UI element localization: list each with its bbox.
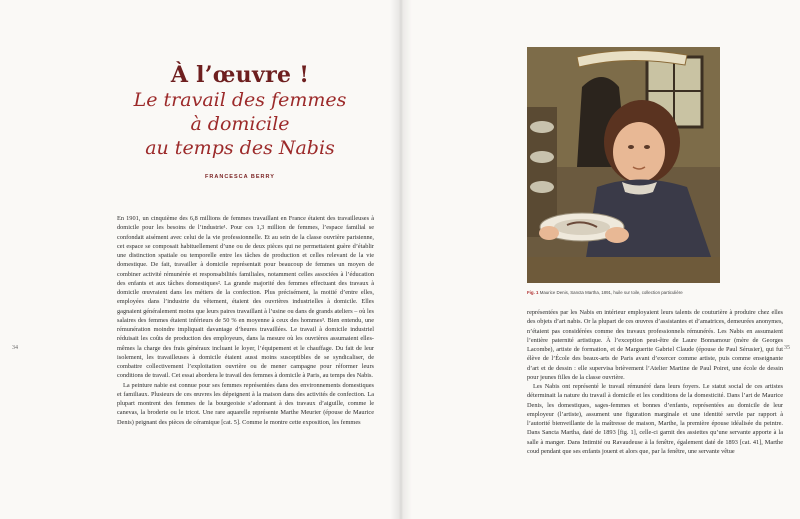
article-body-right	[527, 308, 783, 456]
figure-caption	[527, 290, 727, 295]
page-number-right: 35	[784, 345, 790, 351]
body-paragraph: En 1901, un cinquième des 6,8 millions de femmes travaillant en France étaient des travailleuses à domicile pour les besoins de l’industrie¹. Pour ces 1,3 million de femmes, l’espace familial se confondait aisément avec celui de la vie professionnelle. Et au sein de la classe ouvrière parisienne, cet espace se composait habituellement d’une ou de deux pièces qui ne permettaient guère d’établir une distinction spatiale ou temporelle entre les tâches de production et celles relevant de la vie domestique. De fait, travailler à domicile représentait pour beaucoup de femmes un moyen de combiner activité rémunérée et responsabilités familiales, notamment celles associées à l’éducation des enfants et aux tâches domestiques². La grande majorité des femmes effectuant des travaux à domicile œuvraient dans les métiers de la confection. Plus précisément, la moitié d’entre elles, employées dans l’industrie du vêtement, étaient des ouvrières industrielles à domicile. Elles gagnaient généralement moins que leurs paires travaillant à l’usine ou dans de grands ateliers – où les salaires des femmes étaient inférieurs de 50 % en moyenne à ceux des hommes³. Bien entendu, une rémunération moindre impliquait davantage d’heures travaillées. Le travail à domicile industriel réduisait les coûts de production des employeurs, dans la mesure où les ouvrières assumaient elles-mêmes la charge des frais généraux incluant le loyer, l’équipement et le chauffage. Du fait de leur isolement, les travailleuses à domicile étaient aussi moins susceptibles de se syndicaliser, de combattre collectivement l’exploitation ouvrière ou de mener campagne pour réformer leurs conditions de travail. Cet essai abordera le travail des femmes à domicile à Paris, au temps des Nabis.	[117, 215, 374, 380]
article-title-block	[110, 62, 370, 180]
figure-number: Fig. 1	[527, 290, 539, 295]
body-paragraph: Les Nabis ont représenté le travail rémunéré dans leurs foyers. Le statut social de ces artistes déterminait la nature du travail à domicile et les conditions de la domesticité. Dans l’art de Maurice Denis, les domestiques, sages-femmes et bonnes d’enfants, représentées au domicile de leur employeur (l’artiste), assument une figuration marginale et une identité servile par rapport à l’autorité bienveillante de la maîtresse de maison, Marthe, la première épouse idéalisée du peintre. Dans Sancta Martha, daté de 1893 [fig. 1], celle-ci garnit des assiettes qu’une servante apporte à la salle à manger. Dans Intimité ou Ravaudeuse à la fenêtre, également daté de 1893 [cat. 41], Marthe coud pendant que ses enfants jouent et alors que, par la fenêtre, une servante vêtue	[527, 383, 783, 455]
body-paragraph: La peinture nabie est connue pour ses femmes représentées dans des environnements domestiques et familiaux. Plusieurs de ces œuvres les dépeignent à la maison dans des activités de confection. La plupart montrent des femmes de la bourgeoisie s’adonnant à des travaux d’aiguille, comme le canevas, la broderie ou le tricot. Une rare aquarelle représente Marthe Meurier (épouse de Maurice Denis) peignant des pièces de céramique [cat. 5]. Comme le montre cette exposition, les femmes	[117, 381, 374, 426]
article-title-line: au temps des Nabis	[145, 137, 335, 159]
article-kicker: À l’œuvre !	[170, 62, 310, 88]
figure-caption-text: Maurice Denis, Sancta Martha, 1891, huile sur toile, collection particulière	[539, 290, 683, 295]
body-paragraph: représentées par les Nabis en intérieur employaient leurs talents de couturière à produire chez elles des objets d’art nabis. Or la plupart de ces œuvres d’assistantes et d’amatrices, demeurées anonymes, n’étaient pas considérées comme des travaux professionnels rémunérés. Les Nabis en assumaient l’entière paternité artistique. À l’exception peut-être de Laure Bonnamour (mère de Georges Lacombe), artiste de formation, et de Marguerite Gabriel Claude (épouse de Paul Sérusier), qui fut élève de l’École des beaux-arts de Paris avant d’exercer comme artiste, puis comme enseignante d’art et de dessin : elle supervisa brièvement l’Atelier Martine de Paul Poiret, une école de dessin pour jeunes filles de la classe ouvrière.	[527, 309, 783, 381]
author-name: FRANCESCA BERRY	[205, 174, 275, 180]
right-page	[400, 0, 800, 519]
page-number-left: 34	[12, 345, 18, 351]
article-body-left	[117, 214, 374, 427]
book-gutter	[390, 0, 412, 519]
article-title-line: Le travail des femmes	[133, 89, 347, 111]
painting-sancta-martha	[527, 47, 720, 283]
article-title-line: à domicile	[190, 113, 290, 135]
painting-figure	[527, 47, 720, 283]
